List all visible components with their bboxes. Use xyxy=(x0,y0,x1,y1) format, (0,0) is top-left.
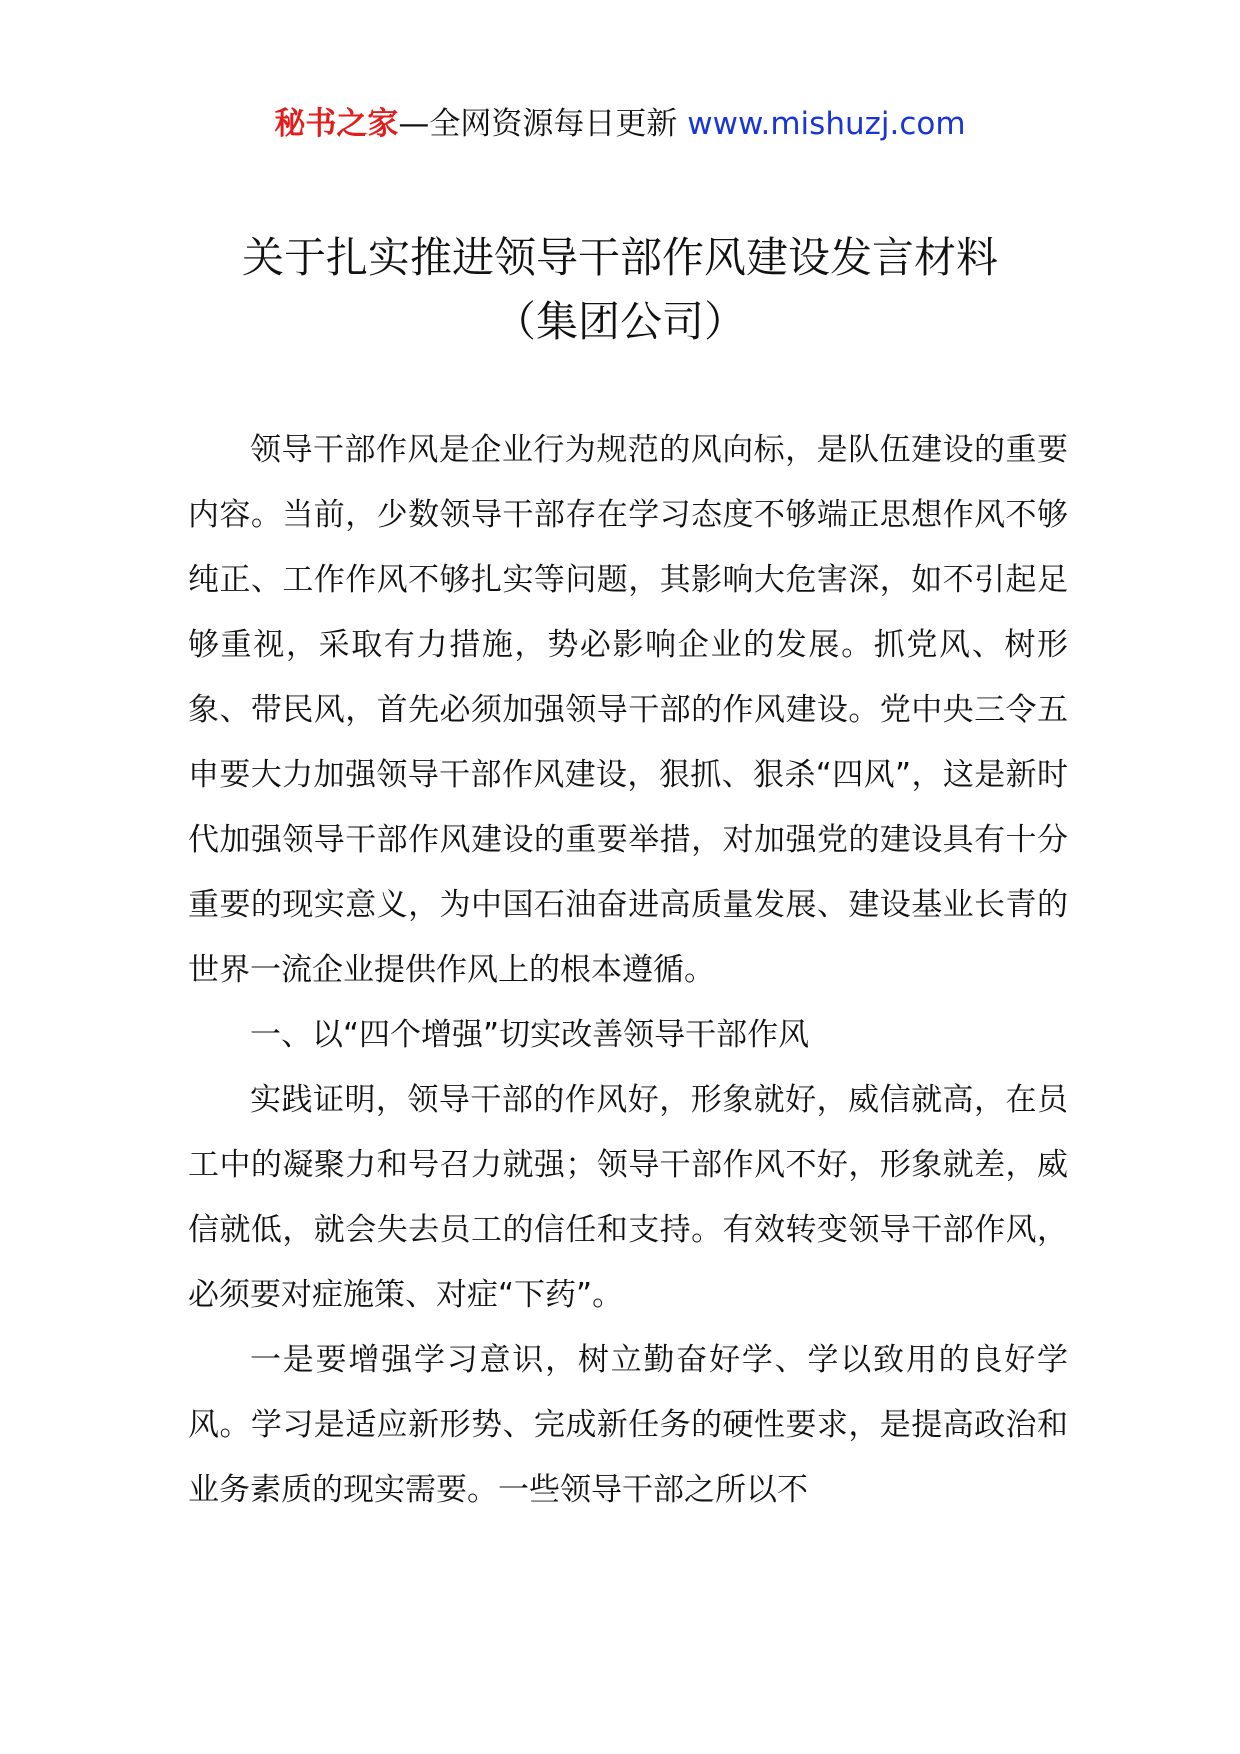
section-heading: 一、以“四个增强”切实改善领导干部作风 xyxy=(250,1017,810,1053)
site-url-link[interactable]: www.mishuzj.com xyxy=(687,106,966,142)
site-brand: 秘书之家 xyxy=(274,106,399,142)
site-header xyxy=(0,100,1240,148)
title-line-2: （集团公司） xyxy=(493,297,746,346)
header-separator: — xyxy=(398,106,430,142)
document-body xyxy=(188,418,1068,1523)
document-title xyxy=(0,226,1240,354)
body-paragraph: 实践证明，领导干部的作风好，形象就好，威信就高，在员工中的凝聚力和号召力就强；领导干部作风不好，形象就差，威信就低，就会失去员工的信任和支持。有效转变领导干部作风，必须要对症施策、对症“下药”。 xyxy=(188,1082,1068,1313)
body-paragraph: 一是要增强学习意识，树立勤奋好学、学以致用的良好学风。学习是适应新形势、完成新任务的硬性要求，是提高政治和业务素质的现实需要。一些领导干部之所以不 xyxy=(188,1342,1068,1508)
header-slogan: 全网资源每日更新 xyxy=(429,106,678,142)
title-line-1: 关于扎实推进领导干部作风建设发言材料 xyxy=(241,233,998,282)
intro-paragraph: 领导干部作风是企业行为规范的风向标，是队伍建设的重要内容。当前，少数领导干部存在学习态度不够端正思想作风不够纯正、工作作风不够扎实等问题，其影响大危害深，如不引起足够重视，采取有力措施，势必影响企业的发展。抓党风、树形象、带民风，首先必须加强领导干部的作风建设。党中央三令五申要大力加强领导干部作风建设，狠抓、狠杀“四风”，这是新时代加强领导干部作风建设的重要举措，对加强党的建设具有十分重要的现实意义，为中国石油奋进高质量发展、建设基业长青的世界一流企业提供作风上的根本遵循。 xyxy=(188,432,1068,988)
